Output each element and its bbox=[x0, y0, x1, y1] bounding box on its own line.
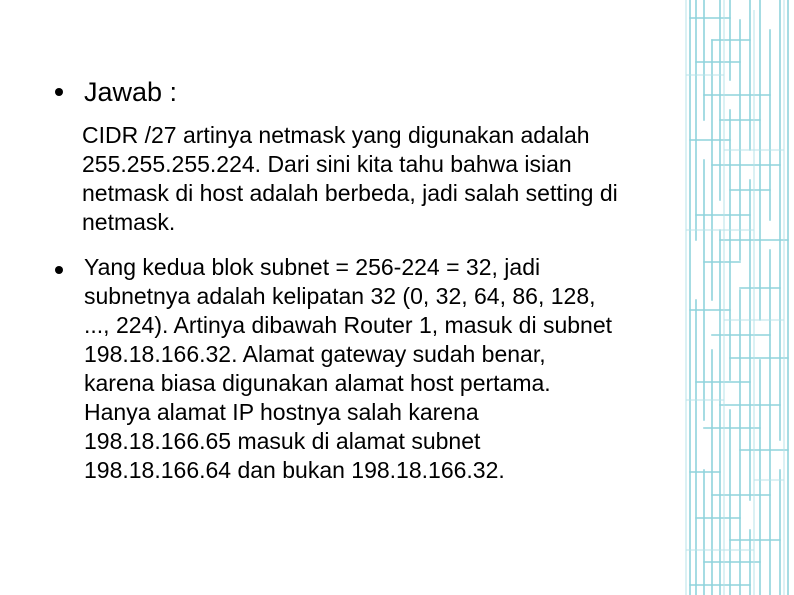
bullet-marker bbox=[55, 266, 63, 274]
subnet-explanation-text: Yang kedua blok subnet = 256-224 = 32, jadi subnetnya adalah kelipatan 32 (0, 32, 64, 86, 128, ..., 224). Artinya dibawah Router 1, masuk di subnet 198.18.166.32. Alamat gateway sudah benar, karena biasa digunakan alamat host pertama. Hanya alamat IP hostnya salah karena 198.18.166.65 masuk di alamat subnet 198.18.166.64 dan bukan 198.18.166.32. bbox=[84, 254, 613, 483]
bullet-jawab-text: Jawab : bbox=[84, 77, 178, 107]
decorative-pattern bbox=[684, 0, 794, 595]
bullet-marker bbox=[55, 88, 63, 96]
cidr-paragraph: CIDR /27 artinya netmask yang digunakan adalah 255.255.255.224. Dari sini kita tahu bahwa isian netmask di host adalah berbeda, jadi salah setting di netmask. bbox=[82, 122, 618, 235]
